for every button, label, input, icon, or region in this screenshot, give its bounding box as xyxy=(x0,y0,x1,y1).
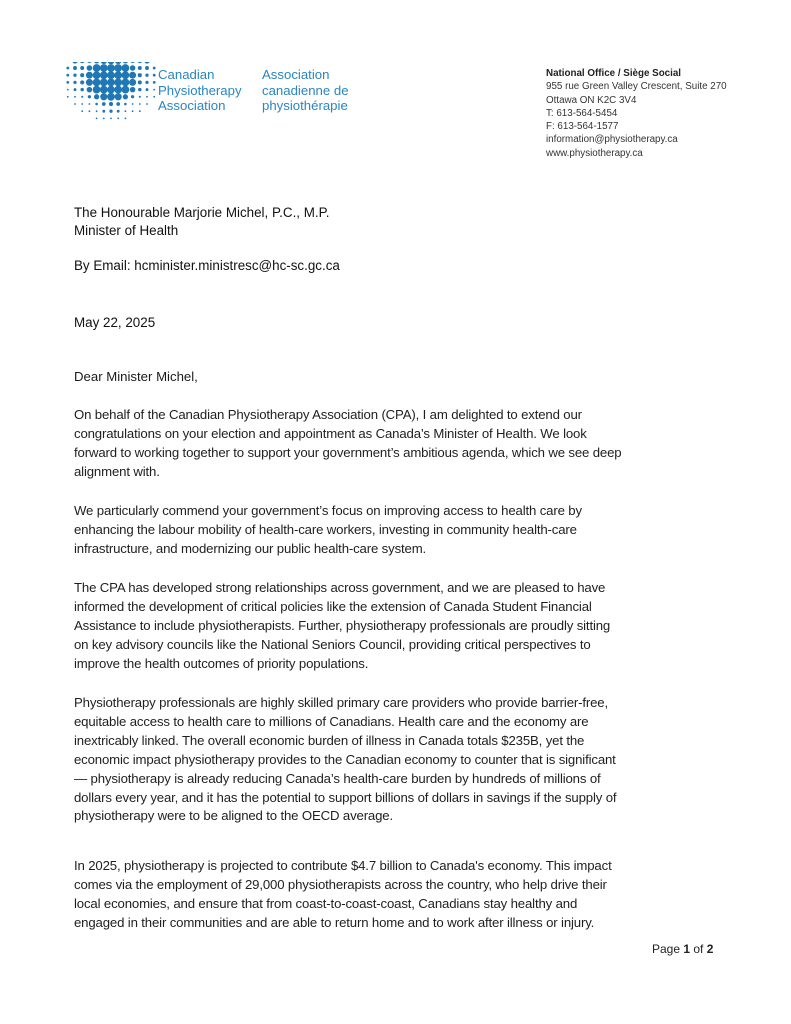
logo-dot xyxy=(74,88,77,91)
logo-dot xyxy=(107,64,115,72)
paragraph-line: inextricably linked. The overall economic burden of illness in Canada totals $235B, yet the xyxy=(74,732,585,748)
logo-dot xyxy=(138,88,141,91)
logo-dot xyxy=(110,118,112,120)
logo-dot xyxy=(93,79,101,87)
org-name-french xyxy=(262,67,349,114)
logo-dot xyxy=(138,73,142,77)
logo-dot xyxy=(139,110,141,112)
paragraph-line: informed the development of critical policies like the extension of Canada Student Financial xyxy=(74,598,592,614)
org-name-fr-line: Association xyxy=(262,67,330,82)
logo-dot xyxy=(80,73,84,77)
logo-dot xyxy=(146,103,148,105)
logo-dot xyxy=(138,66,142,70)
logo-dot xyxy=(137,62,142,63)
logo-dot xyxy=(88,95,91,98)
org-name-fr-line: physiothérapie xyxy=(262,98,348,114)
logo-dot xyxy=(102,102,106,106)
logo-dot xyxy=(132,110,134,112)
logo-dot xyxy=(93,86,101,94)
logo-dot xyxy=(144,62,150,64)
logo-dot xyxy=(145,81,148,84)
logo-dot xyxy=(122,79,130,87)
paragraph-line: enhancing the labour mobility of health-care workers, investing in community health-care xyxy=(74,521,577,537)
logo-dot xyxy=(122,64,130,72)
logo-dot xyxy=(116,102,120,106)
logo-dot xyxy=(122,86,130,94)
logo-dot xyxy=(146,88,149,91)
paragraph-line: engaged in their communities and are able to return home and to work after illness or injury. xyxy=(74,914,595,930)
logo-dot xyxy=(130,87,136,93)
logo-dot xyxy=(67,89,69,91)
office-address-line2: Ottawa ON K2C 3V4 xyxy=(546,94,637,106)
logo-dot xyxy=(80,88,83,91)
logo-dot xyxy=(67,96,69,98)
logo-dot xyxy=(87,65,93,71)
logo-dot xyxy=(125,118,127,120)
logo-dot xyxy=(101,62,107,64)
letter-date: May 22, 2025 xyxy=(74,315,156,330)
org-name-en-line: Association xyxy=(158,98,226,114)
logo-dot xyxy=(86,72,93,79)
logo-dot xyxy=(129,72,136,79)
office-address-line1: 955 rue Green Valley Crescent, Suite 270 xyxy=(546,81,727,93)
logo-dot xyxy=(103,118,105,120)
org-name-en-line: Physiotherapy xyxy=(158,82,242,98)
logo-dot xyxy=(93,71,101,79)
logo-dot xyxy=(115,93,122,100)
logo-dot xyxy=(72,62,78,64)
paragraph-commendation xyxy=(74,502,734,559)
logo-dot xyxy=(132,103,134,105)
logo-dot xyxy=(130,62,135,63)
logo-dot xyxy=(100,93,107,100)
logo-dot xyxy=(96,110,98,112)
logo-dot xyxy=(123,62,128,63)
logo-dot xyxy=(87,87,93,93)
logo-dot xyxy=(73,81,76,84)
logo-dot xyxy=(117,110,120,113)
logo-dot xyxy=(100,79,108,87)
paragraph-line: on key advisory councils like the National Seniors Council, providing critical perspectives to xyxy=(74,636,591,652)
recipient-name: The Honourable Marjorie Michel, P.C., M.P. xyxy=(74,205,330,220)
paragraph-congratulations xyxy=(74,406,734,482)
paragraph-relationships xyxy=(74,579,734,674)
recipient-title: Minister of Health xyxy=(74,223,179,238)
logo-dot xyxy=(139,103,141,105)
logo-dot xyxy=(107,93,115,101)
logo-dot xyxy=(145,74,148,77)
paragraph-line: congratulations on your election and appointment as Canada’s Minister of Health. We look xyxy=(74,425,587,441)
current-page: 1 xyxy=(683,942,691,956)
paragraph-economic-impact xyxy=(74,694,734,826)
logo-dot xyxy=(138,80,142,84)
logo-dot xyxy=(96,118,98,120)
logo-dot xyxy=(93,64,101,72)
logo-dot xyxy=(114,79,122,87)
logo-dot xyxy=(81,110,83,112)
paragraph-line: Physiotherapy professionals are highly skilled primary care providers who provide barrier-free, xyxy=(74,695,609,710)
logo-dot xyxy=(153,81,156,84)
logo-dot xyxy=(80,80,84,84)
paragraph-line: infrastructure, and modernizing our public health-care system. xyxy=(74,540,427,556)
page-label: Page xyxy=(652,942,684,956)
logo-dot xyxy=(124,103,127,106)
email-label: By Email: xyxy=(74,258,135,273)
paragraph-line: local economies, and ensure that from coast-to-coast-coast, Canadians stay healthy and xyxy=(74,895,578,911)
logo-dot xyxy=(117,118,119,120)
logo-dot xyxy=(153,96,155,98)
national-office-block xyxy=(546,67,727,160)
recipient-email-link[interactable]: hcminister.ministresc@hc-sc.gc.ca xyxy=(134,258,340,273)
logo-dot xyxy=(130,65,136,71)
logo-dot xyxy=(87,62,92,63)
salutation: Dear Minister Michel, xyxy=(74,369,198,384)
logo-dot xyxy=(86,79,93,86)
logo-dot xyxy=(109,102,113,106)
logo-dot xyxy=(114,86,122,94)
logo-dot xyxy=(66,81,69,84)
paragraph-line: dollars every year, and it has the potential to support billions of dollars in savings if the supply of xyxy=(74,789,617,805)
paragraph-line: — physiotherapy is already reducing Canada’s health-care burden by hundreds of millions of xyxy=(74,770,601,786)
heart-dots-logo-icon xyxy=(66,62,156,128)
logo-dot xyxy=(107,79,115,87)
logo-dot xyxy=(81,103,83,105)
office-fax: F: 613-564-1577 xyxy=(546,121,619,133)
of-label: of xyxy=(690,942,707,956)
paragraph-line: Assistance to include physiotherapists. Further, physiotherapy professionals are proudly sitting xyxy=(74,617,611,633)
paragraph-line: In 2025, physiotherapy is projected to contribute $4.7 billion to Canada's economy. This impact xyxy=(74,858,612,873)
paragraph-line: physiotherapy were to be aligned to the OECD average. xyxy=(74,808,394,824)
logo-dot xyxy=(107,71,115,79)
org-name-en-line: Canadian xyxy=(158,67,215,82)
logo-dot xyxy=(145,66,149,70)
paragraph-line: economic impact physiotherapy provides to the Canadian economy to counter that is significant xyxy=(74,751,616,767)
logo-dot xyxy=(122,71,130,79)
logo-dot xyxy=(81,96,83,98)
logo-dot xyxy=(80,62,85,63)
paragraph-line: comes via the employment of 29,000 physiotherapists across the country, who help drive their xyxy=(74,876,607,892)
logo-dot xyxy=(153,89,155,91)
recipient-block xyxy=(74,204,330,240)
logo-dot xyxy=(153,74,156,77)
office-phone: T: 613-564-5454 xyxy=(546,107,618,119)
logo-dot xyxy=(125,110,127,112)
logo-dot xyxy=(66,74,69,77)
logo-dot xyxy=(123,94,128,99)
page-number xyxy=(652,942,713,956)
logo-dot xyxy=(89,110,91,112)
paragraph-line: alignment with. xyxy=(74,463,160,479)
paragraph-line: equitable access to health care to millions of Canadians. Health care and the economy are xyxy=(74,713,589,729)
logo-dot xyxy=(131,95,134,98)
logo-dot xyxy=(94,94,99,99)
paragraph-line: We particularly commend your government’s focus on improving access to health care by xyxy=(74,503,582,518)
org-name-english xyxy=(158,67,242,114)
logo-dot xyxy=(109,110,112,113)
logo-dot xyxy=(114,64,122,72)
paragraph-2025-projection xyxy=(74,857,734,933)
logo-dot xyxy=(100,64,108,72)
logo-dot xyxy=(115,62,121,64)
paragraph-line: forward to working together to support your government’s ambitious agenda, which we see deep xyxy=(74,444,622,460)
logo-dot xyxy=(74,96,76,98)
logo-dot xyxy=(66,67,69,70)
logo-dot xyxy=(108,62,115,64)
logo-dot xyxy=(100,71,108,79)
office-email[interactable]: information@physiotherapy.ca xyxy=(546,134,678,146)
org-name-fr-line: canadienne de xyxy=(262,82,349,98)
logo-dot xyxy=(139,96,141,98)
office-title: National Office / Siège Social xyxy=(546,68,682,79)
total-pages: 2 xyxy=(706,942,714,956)
logo-dot xyxy=(114,71,122,79)
recipient-email-line xyxy=(74,258,340,273)
logo-dot xyxy=(146,96,148,98)
paragraph-line: improve the health outcomes of priority populations. xyxy=(74,655,369,671)
logo-dot xyxy=(80,66,84,70)
logo-dot xyxy=(102,110,105,113)
logo-dot xyxy=(153,67,156,70)
paragraph-line: On behalf of the Canadian Physiotherapy Association (CPA), I am delighted to extend our xyxy=(74,407,582,422)
logo-dot xyxy=(94,62,99,63)
office-website[interactable]: www.physiotherapy.ca xyxy=(546,147,643,159)
logo-dot xyxy=(73,66,77,70)
logo-dot xyxy=(129,79,136,86)
logo-dot xyxy=(89,103,91,105)
logo-dot xyxy=(95,103,98,106)
logo-dot xyxy=(100,86,108,94)
logo-dot xyxy=(107,86,115,94)
logo-dot xyxy=(74,103,76,105)
logo-dot xyxy=(73,74,76,77)
paragraph-line: The CPA has developed strong relationships across government, and we are pleased to have xyxy=(74,580,606,595)
